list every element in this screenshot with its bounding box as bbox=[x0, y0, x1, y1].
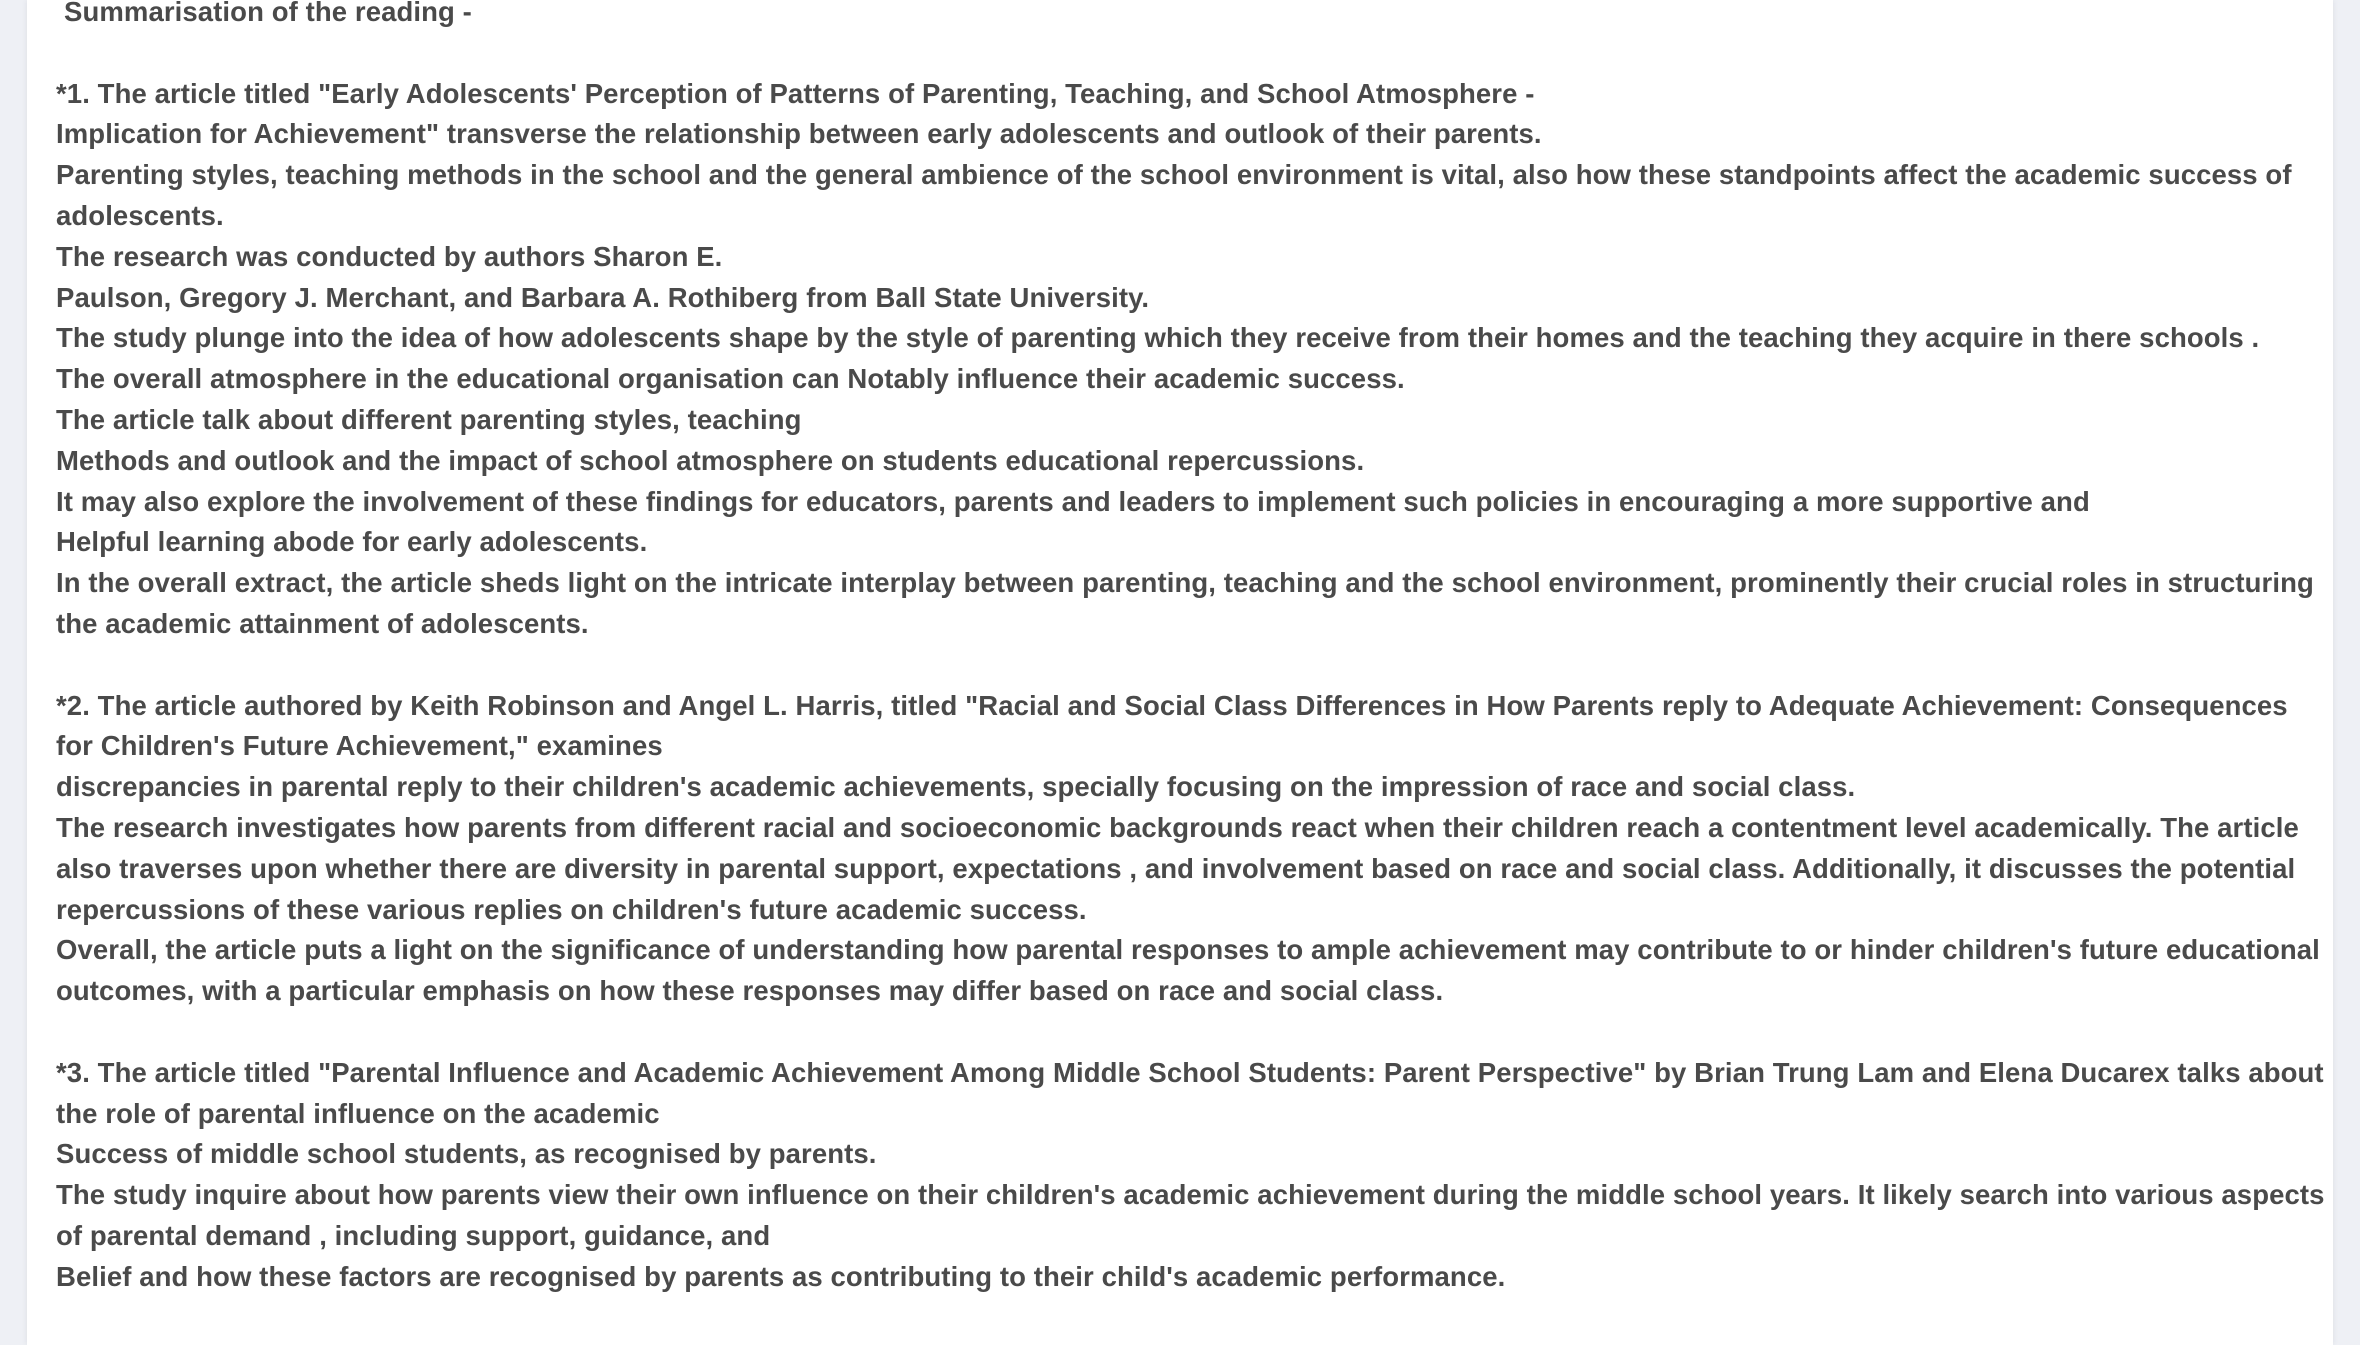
article-2-title-line: *2. The article authored by Keith Robinson and Angel L. Harris, titled "Racial and Social Class Differences in How Parents reply to Adequate Achievement: Consequences bbox=[56, 689, 2288, 721]
text-line: Helpful learning abode for early adolescents. bbox=[56, 526, 648, 558]
article-2-summary bbox=[56, 686, 2326, 1012]
text-line: Overall, the article puts a light on the significance of understanding how parental responses to ample achievement may contribute to or hinder children's future educational bbox=[56, 934, 2320, 966]
text-line: discrepancies in parental reply to their children's academic achievements, specially focusing on the impression of race and social class. bbox=[56, 771, 1856, 803]
paragraph-spacer bbox=[56, 1012, 2326, 1053]
paragraph-spacer bbox=[56, 645, 2326, 686]
text-line: the academic attainment of adolescents. bbox=[56, 607, 589, 639]
document-body bbox=[56, 0, 2326, 1298]
text-line: outcomes, with a particular emphasis on how these responses may differ based on race and social class. bbox=[56, 975, 1444, 1007]
text-line: Methods and outlook and the impact of school atmosphere on students educational repercussions. bbox=[56, 444, 1365, 476]
text-line: The article talk about different parenting styles, teaching bbox=[56, 403, 802, 435]
article-1-summary bbox=[56, 74, 2326, 645]
text-line: The study plunge into the idea of how adolescents shape by the style of parenting which they receive from their homes and the teaching they acquire in there schools . bbox=[56, 322, 2260, 354]
article-3-summary bbox=[56, 1053, 2326, 1298]
text-line: It may also explore the involvement of these findings for educators, parents and leaders to implement such policies in encouraging a more supportive and bbox=[56, 485, 2090, 517]
text-line: Paulson, Gregory J. Merchant, and Barbara A. Rothiberg from Ball State University. bbox=[56, 281, 1150, 313]
paragraph-spacer bbox=[56, 33, 2326, 74]
text-line: Success of middle school students, as recognised by parents. bbox=[56, 1138, 877, 1170]
document-heading: Summarisation of the reading - bbox=[64, 0, 472, 27]
text-line: also traverses upon whether there are diversity in parental support, expectations , and involvement based on race and social class. Additionally, it discusses the potential bbox=[56, 852, 2296, 884]
article-1-title-line: *1. The article titled "Early Adolescents' Perception of Patterns of Parenting, Teaching, and School Atmosphere - bbox=[56, 77, 1535, 109]
article-3-title-line: *3. The article titled "Parental Influence and Academic Achievement Among Middle School Students: Parent Perspective" by Brian Trung Lam and Elena Ducarex talks about bbox=[56, 1056, 2324, 1088]
text-line: In the overall extract, the article sheds light on the intricate interplay between parenting, teaching and the school environment, prominently their crucial roles in structuring bbox=[56, 567, 2314, 599]
document-page bbox=[27, 0, 2333, 1345]
text-line: repercussions of these various replies on children's future academic success. bbox=[56, 893, 1087, 925]
text-line: The overall atmosphere in the educational organisation can Notably influence their academic success. bbox=[56, 363, 1405, 395]
text-line: the role of parental influence on the academic bbox=[56, 1097, 660, 1129]
text-line: for Children's Future Achievement," examines bbox=[56, 730, 663, 762]
text-line: The research was conducted by authors Sharon E. bbox=[56, 240, 723, 272]
text-line: Implication for Achievement" transverse the relationship between early adolescents and outlook of their parents. bbox=[56, 118, 1542, 150]
text-line: of parental demand , including support, guidance, and bbox=[56, 1219, 771, 1251]
text-line: The research investigates how parents from different racial and socioeconomic backgrounds react when their children reach a contentment level academically. The article bbox=[56, 811, 2299, 843]
text-line: adolescents. bbox=[56, 199, 224, 231]
text-line: Belief and how these factors are recognised by parents as contributing to their child's academic performance. bbox=[56, 1260, 1506, 1292]
text-line: The study inquire about how parents view their own influence on their children's academic achievement during the middle school years. It likely search into various aspects bbox=[56, 1179, 2325, 1211]
text-line: Parenting styles, teaching methods in the school and the general ambience of the school environment is vital, also how these standpoints affect the academic success of bbox=[56, 159, 2292, 191]
